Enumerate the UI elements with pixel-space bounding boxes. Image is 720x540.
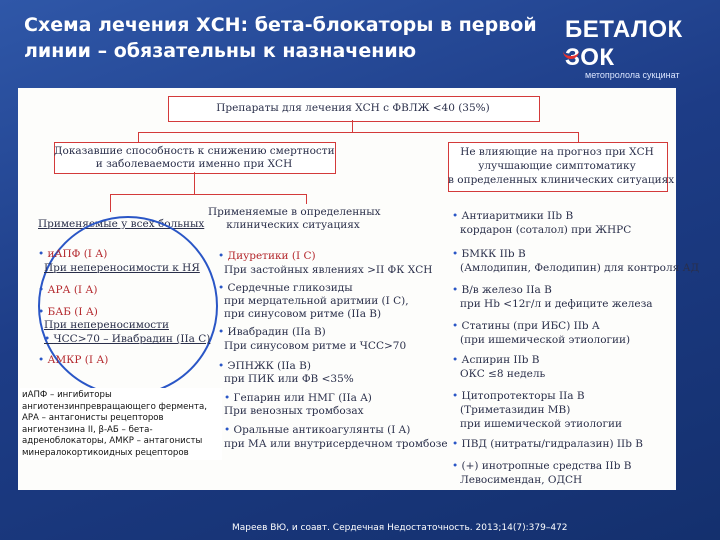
bullet-icon: • — [452, 210, 462, 222]
col2-header-line1: Применяемые в определенных — [208, 206, 381, 218]
bullet-icon: • — [452, 320, 462, 332]
bullet-icon: • — [38, 306, 48, 318]
col2-item-5-note: При венозных тромбозах — [224, 405, 364, 417]
left-box-line2: и заболеваемости именно при ХСН — [95, 158, 293, 170]
bullet-icon: • — [44, 333, 54, 345]
connector-top-horizontal — [138, 132, 578, 133]
bullet-icon: • — [452, 390, 462, 402]
col3-item-5-title: • Аспирин IIb B — [452, 354, 540, 366]
col1-item-1-title: • иАПФ (I А) — [38, 248, 108, 260]
col2-item-1-note: При застойных явлениях >II ФК ХСН — [224, 264, 433, 276]
col3-item-8-title: • (+) инотропные средства IIb B — [452, 460, 632, 472]
col3-item-1-note: кордарон (соталол) при ЖНРС — [460, 224, 632, 236]
right-box-line2: улучшающие симптоматику — [478, 160, 636, 172]
right-box-line1: Не влияющие на прогноз при ХСН — [460, 146, 654, 158]
col2-item-2-note2: при синусовом ритме (IIa B) — [224, 308, 382, 320]
connector-left-split — [110, 194, 306, 195]
col3-item-2-note: (Амлодипин, Фелодипин) для контроля АД — [460, 262, 700, 274]
col3-item-4-note: (при ишемической этиологии) — [460, 334, 631, 346]
col2-item-3-note: При синусовом ритме и ЧСС>70 — [224, 340, 407, 352]
bullet-icon: • — [38, 284, 48, 296]
bullet-icon: • — [224, 424, 234, 436]
bullet-icon: • — [218, 360, 228, 372]
col2-header-line2: клинических ситуациях — [226, 219, 360, 231]
col3-item-6-note: (Триметазидин МВ) — [460, 404, 571, 416]
diagram-panel — [18, 88, 700, 490]
col2-item-2-title: • Сердечные гликозиды — [218, 282, 353, 294]
col3-item-3-note: при Hb <12г/л и дефиците железа — [460, 298, 653, 310]
logo-brand-text: БЕТАЛОК ЗОК — [565, 16, 683, 71]
col2-item-6-note: при МА или внутрисердечном тромбозе — [224, 438, 448, 450]
col1-item-3-note: При непереносимости — [44, 319, 169, 331]
bullet-icon: • — [38, 248, 48, 260]
bullet-icon: • — [452, 438, 462, 450]
treatment-diagram — [18, 88, 700, 490]
col2-item-3-title: • Ивабрадин (IIa B) — [218, 326, 326, 338]
slide-title-line2: линии – обязательны к назначению — [24, 40, 417, 62]
col3-item-3-title: • В/в железо IIa B — [452, 284, 552, 296]
left-box-line1: Доказавшие способность к снижению смертности — [54, 145, 335, 157]
col1-item-4-title: • ЧСС>70 – Ивабрадин (IIa C) — [44, 333, 211, 345]
col1-item-3-title: • БАБ (I А) — [38, 306, 98, 318]
col3-item-5-note: ОКС ≤8 недель — [460, 368, 546, 380]
col1-item-5-title: • АМКР (I А) — [38, 354, 109, 366]
col3-item-8-note: Левосимендан, ОДСН — [460, 474, 583, 486]
citation: Мареев ВЮ, и соавт. Сердечная Недостаточность. 2013;14(7):379–472 — [232, 523, 568, 533]
col1-header: Применяемые у всех больных — [38, 218, 205, 230]
connector-col2-down — [306, 194, 307, 204]
bullet-icon: • — [452, 284, 462, 296]
right-box-line3: в определенных клинических ситуациях — [448, 174, 675, 186]
col3-item-2-title: • БМКК IIb B — [452, 248, 526, 260]
bullet-icon: • — [218, 326, 228, 338]
bullet-icon: • — [452, 248, 462, 260]
brand-logo — [565, 16, 715, 80]
bullet-icon: • — [218, 282, 228, 294]
abbreviation-note: иАПФ – ингибиторы ангиотензинпревращающего фермента, АРА – антагонисты рецепторов ангиотензина II, β-АБ – бета-адреноблокаторы, АМКР – антагонисты минералокортикоидных рецепторов — [20, 388, 222, 460]
col2-item-6-title: • Оральные антикоагулянты (I A) — [224, 424, 411, 436]
top-box-label: Препараты для лечения ХСН с ФВЛЖ <40 (35%) — [216, 102, 490, 114]
col2-item-4-title: • ЭПНЖК (IIa B) — [218, 360, 311, 372]
col1-item-2-title: • АРА (I А) — [38, 284, 98, 296]
col3-item-1-title: • Антиаритмики IIb В — [452, 210, 574, 222]
col2-item-5-title: • Гепарин или НМГ (IIa A) — [224, 392, 372, 404]
col2-item-2-note: при мерцательной аритмии (I С), — [224, 295, 409, 307]
bullet-icon: • — [452, 354, 462, 366]
col1-item-1-note: При непереносимости к НЯ — [44, 262, 200, 274]
bullet-icon: • — [218, 250, 228, 262]
slide-title-line1: Схема лечения ХСН: бета-блокаторы в первой — [24, 14, 537, 36]
col3-item-7-title: • ПВД (нитраты/гидралазин) IIb B — [452, 438, 643, 450]
connector-col1-down — [110, 194, 111, 212]
bullet-icon: • — [452, 460, 462, 472]
logo-swoosh-icon — [563, 42, 579, 59]
slide-title — [24, 12, 544, 64]
col2-item-1-title: • Диуретики (I С) — [218, 250, 316, 262]
col3-item-6-note2: при ишемической этиологии — [460, 418, 622, 430]
logo-subtitle: метопролола сукцинат — [585, 70, 680, 80]
col3-item-4-title: • Статины (при ИБС) IIb A — [452, 320, 600, 332]
bullet-icon: • — [224, 392, 234, 404]
col2-item-4-note: при ПИК или ФВ <35% — [224, 373, 354, 385]
connector-left-box-down — [194, 172, 195, 194]
bullet-icon: • — [38, 354, 48, 366]
col3-item-6-title: • Цитопротекторы IIa B — [452, 390, 585, 402]
connector-top-down — [352, 120, 353, 132]
